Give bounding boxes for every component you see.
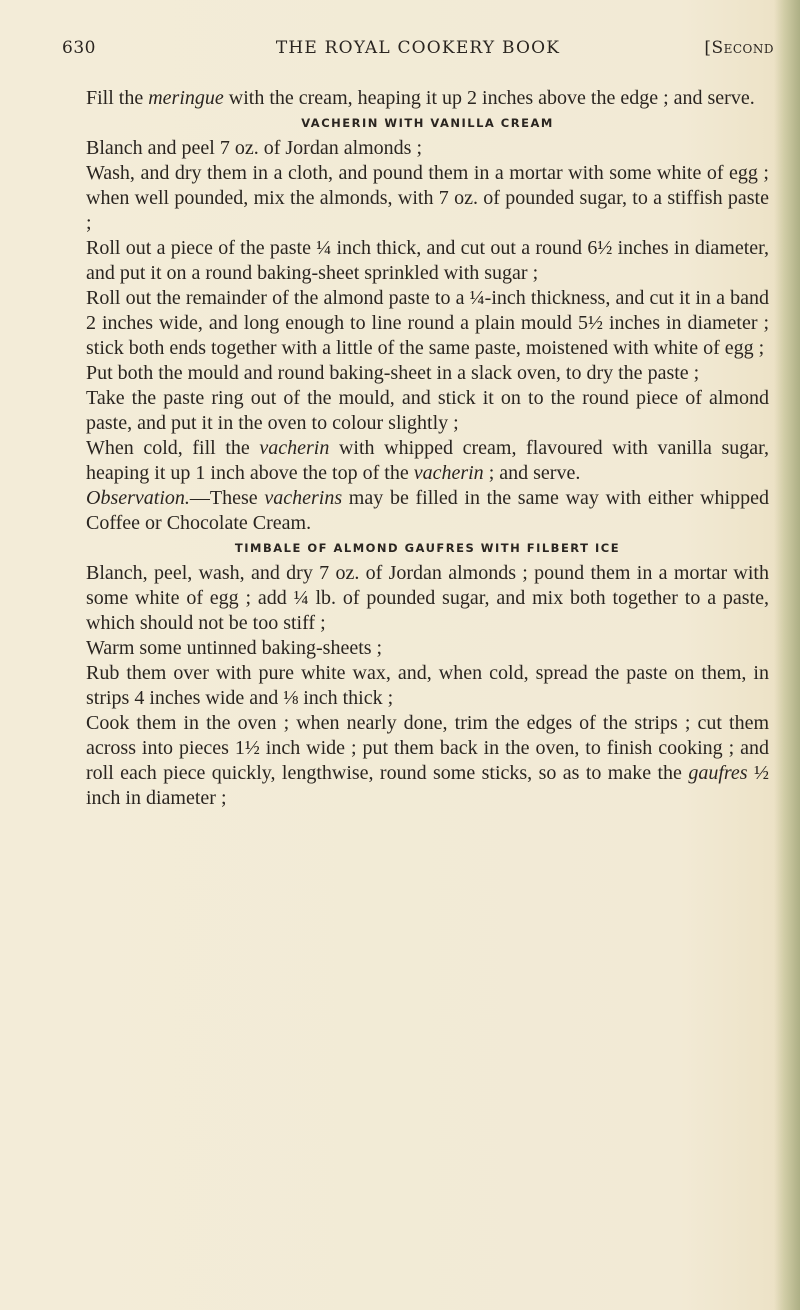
running-header — [62, 38, 774, 64]
recipe1-step: Blanch and peel 7 oz. of Jordan almonds ; — [86, 137, 423, 159]
recipe1-step: Roll out a piece of the paste ¼ inch thick, and cut out a round 6½ inches in diameter, and put it on a round baking-sheet sprinkled with sugar ; — [86, 237, 769, 284]
page-body — [86, 86, 769, 811]
recipe2-step: Rub them over with pure white wax, and, when cold, spread the paste on them, in strips 4 inches wide and ⅛ inch thick ; — [86, 662, 769, 709]
step7-text-b: with whipped cream, flavoured with vanilla sugar, heaping it up 1 inch above the top of the — [86, 437, 769, 484]
step4-text-a: Cook them in the oven ; when nearly done, trim the edges of the strips ; cut them across into pieces 1½ inch wide ; put them back in the oven, to finish cooking ; and roll each piece quickly, lengthwise, round some sticks, so as to make the — [86, 712, 769, 784]
step7-text-a: When cold, fill the — [86, 437, 260, 459]
observation-text-a: —These — [189, 487, 265, 509]
recipe2-step: Blanch, peel, wash, and dry 7 oz. of Jordan almonds ; pound them in a mortar with some white of egg ; add ¼ lb. of pounded sugar, and mix both together to a paste, which should not be too stiff ; — [86, 562, 769, 634]
step4-text-b: ½ inch in diameter ; — [86, 762, 769, 809]
step4-italic: gaufres — [688, 762, 748, 784]
recipe1-step: Wash, and dry them in a cloth, and pound them in a mortar with some white of egg ; when well pounded, mix the almonds, with 7 oz. of pounded sugar, to a stiffish paste ; — [86, 162, 769, 234]
page-number: 630 — [62, 38, 96, 58]
recipe-title-vacherin: VACHERIN WITH VANILLA CREAM — [301, 116, 554, 130]
intro-paragraph — [86, 86, 769, 111]
recipe1-step: Put both the mould and round baking-sheet in a slack oven, to dry the paste ; — [86, 362, 700, 384]
observation-italic: vacherins — [264, 487, 343, 509]
observation-text-b: may be filled in the same way with either whipped Coffee or Chocolate Cream. — [86, 487, 769, 534]
step7-italic-a: vacherin — [259, 437, 330, 459]
section-marker: [Second — [704, 38, 774, 58]
intro-text-b: with the cream, heaping it up 2 inches above the edge ; and serve. — [223, 87, 755, 109]
recipe2-step: Warm some untinned baking-sheets ; — [86, 637, 383, 659]
recipe-title-timbale: TIMBALE OF ALMOND GAUFRES WITH FILBERT ICE — [234, 541, 621, 555]
page-edge-stain — [774, 0, 800, 1310]
recipe1-step: Take the paste ring out of the mould, and stick it on to the round piece of almond paste, and put it in the oven to colour slightly ; — [86, 387, 769, 434]
step7-italic-b: vacherin — [413, 462, 484, 484]
step7-text-c: ; and serve. — [483, 462, 581, 484]
recipe2-step — [86, 711, 769, 811]
recipe1-step — [86, 436, 769, 486]
intro-text-a: Fill the — [86, 87, 149, 109]
observation-note — [86, 486, 769, 536]
observation-label: Observation. — [86, 487, 190, 509]
recipe1-step: Roll out the remainder of the almond paste to a ¼-inch thickness, and cut it in a band 2 inches wide, and long enough to line round a plain mould 5½ inches in diameter ; stick both ends together with a little of the same paste, moistened with white of egg ; — [86, 287, 769, 359]
intro-italic: meringue — [148, 87, 224, 109]
running-title: THE ROYAL COOKERY BOOK — [275, 38, 561, 58]
